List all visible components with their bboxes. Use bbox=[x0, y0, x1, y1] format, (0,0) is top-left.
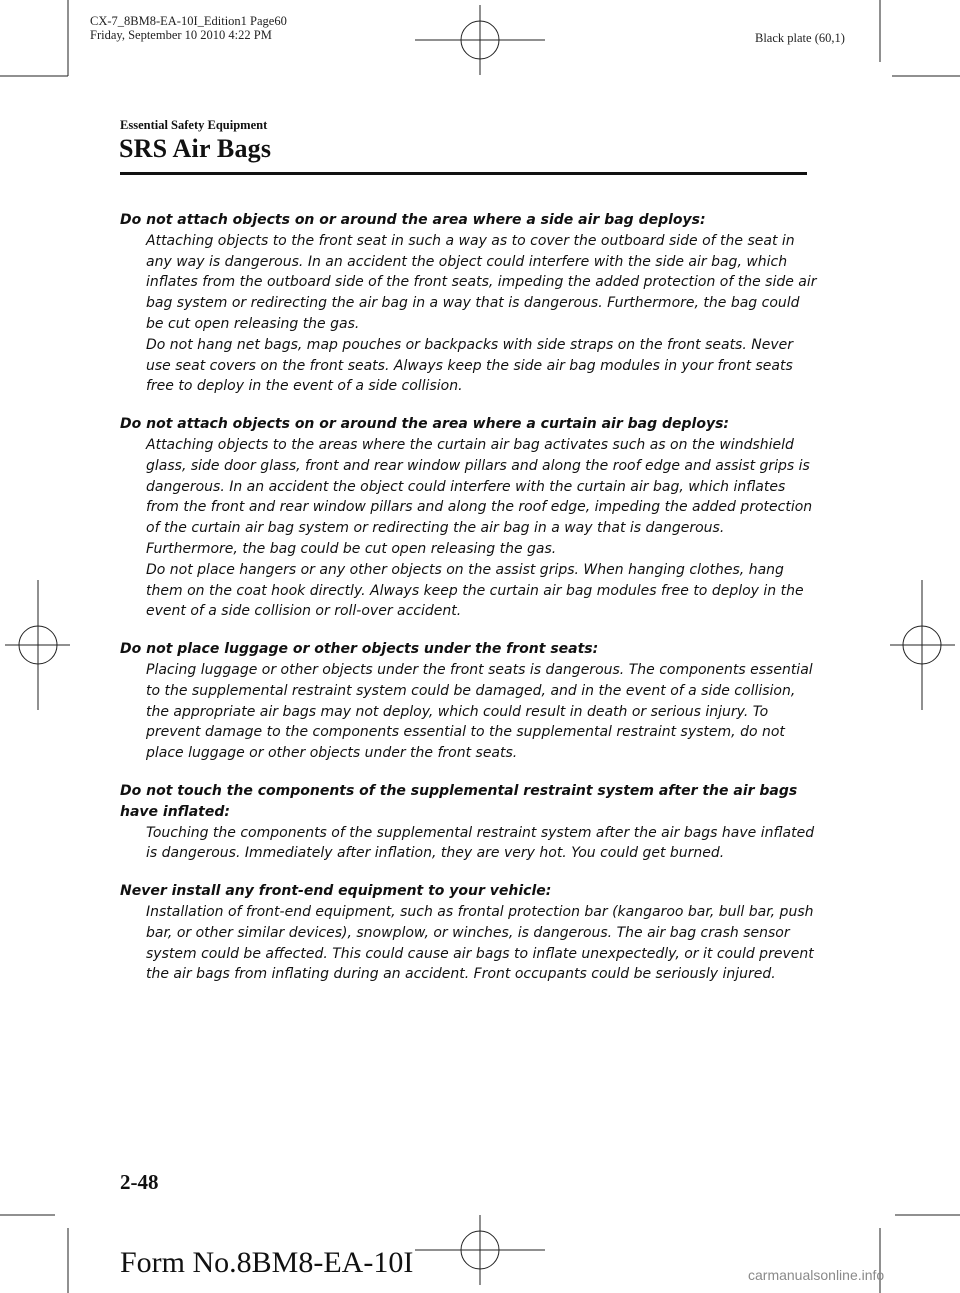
print-job-filename: CX-7_8BM8-EA-10I_Edition1 Page60 bbox=[90, 14, 287, 28]
watermark: carmanualsonline.info bbox=[748, 1267, 885, 1283]
warning-paragraph: Do not hang net bags, map pouches or backpacks with side straps on the front seats. Never use seat covers on the front seats. Always keep the side air bag modules in your front seats free to deploy in the event of a side collision. bbox=[146, 336, 793, 395]
warning-heading: Do not attach objects on or around the area where a curtain air bag deploys: bbox=[120, 416, 730, 433]
plate-label: Black plate (60,1) bbox=[755, 31, 845, 45]
warning-heading: Do not attach objects on or around the area where a side air bag deploys: bbox=[120, 212, 706, 228]
warning-heading: Do not touch the components of the supplemental restraint system after the air bags have inflated: bbox=[120, 782, 798, 820]
registration-mark-left bbox=[5, 580, 70, 710]
registration-mark-top bbox=[415, 5, 545, 75]
section-label: Essential Safety Equipment bbox=[120, 118, 268, 132]
warning-paragraph: Installation of front-end equipment, such as frontal protection bar (kangaroo bar, bull bar, push bar, or other similar devices), snowplow, or winches, is dangerous. The air bag crash sensor system could be affected. This could cause air bags to inflate unexpectedly, or it could prevent the air bags from inflating during an accident. Front occupants could be seriously injured. bbox=[146, 903, 814, 983]
warning-heading: Do not place luggage or other objects under the front seats: bbox=[120, 641, 599, 658]
warning-paragraph: Attaching objects to the front seat in such a way as to cover the outboard side of the seat in any way is dangerous. In an accident the object could interfere with the side air bag, which inflates from the outboard side of the front seats, impeding the added protection of the side air bag system or redirecting the air bag in a way that is dangerous. Furthermore, the bag could be cut open releasing the gas. bbox=[146, 232, 817, 332]
warning-item bbox=[120, 781, 820, 864]
warning-body bbox=[146, 660, 820, 764]
warning-paragraph: Touching the components of the supplemental restraint system after the air bags have inflated is dangerous. Immediately after inflation, they are very hot. You could get burned. bbox=[146, 824, 815, 862]
warning-paragraph: Placing luggage or other objects under the front seats is dangerous. The components essential to the supplemental restraint system could be damaged, and in the event of a side collision, the appropriate air bags may not deploy, which could result in death or serious injury. To prevent damage to the components essential to the supplemental restraint system, do not place luggage or other objects under the front seats. bbox=[146, 661, 813, 762]
title-rule bbox=[120, 172, 807, 175]
print-job-timestamp: Friday, September 10 2010 4:22 PM bbox=[90, 28, 272, 42]
warning-list bbox=[120, 210, 820, 1002]
form-number: Form No.8BM8-EA-10I bbox=[120, 1246, 414, 1279]
warning-paragraph: Do not place hangers or any other objects on the assist grips. When hanging clothes, hang them on the coat hook directly. Always keep the curtain air bag modules free to deploy in the event of a side collision or roll-over accident. bbox=[146, 561, 804, 620]
page-number: 2-48 bbox=[120, 1170, 159, 1194]
warning-body bbox=[146, 231, 820, 397]
warning-item bbox=[120, 881, 820, 985]
registration-mark-bottom bbox=[415, 1215, 545, 1285]
page-title: SRS Air Bags bbox=[119, 134, 272, 163]
warning-body bbox=[146, 902, 820, 985]
warning-paragraph: Attaching objects to the areas where the curtain air bag activates such as on the windshield glass, side door glass, front and rear window pillars and along the roof edge and assist grips is dangerous. In an accident the object could interfere with the curtain air bag, which inflates from the front and rear window pillars and along the roof edge, impeding the added protection of the curtain air bag system or redirecting the air bag in a way that is dangerous. Furthermore, the bag could be cut open releasing the gas. bbox=[146, 436, 813, 557]
warning-item bbox=[120, 639, 820, 764]
warning-item bbox=[120, 414, 820, 622]
warning-item bbox=[120, 210, 820, 397]
warning-heading: Never install any front-end equipment to your vehicle: bbox=[120, 883, 552, 900]
warning-body bbox=[146, 435, 820, 622]
registration-mark-right bbox=[890, 580, 955, 710]
print-job-info bbox=[90, 14, 287, 42]
warning-body bbox=[146, 823, 820, 865]
